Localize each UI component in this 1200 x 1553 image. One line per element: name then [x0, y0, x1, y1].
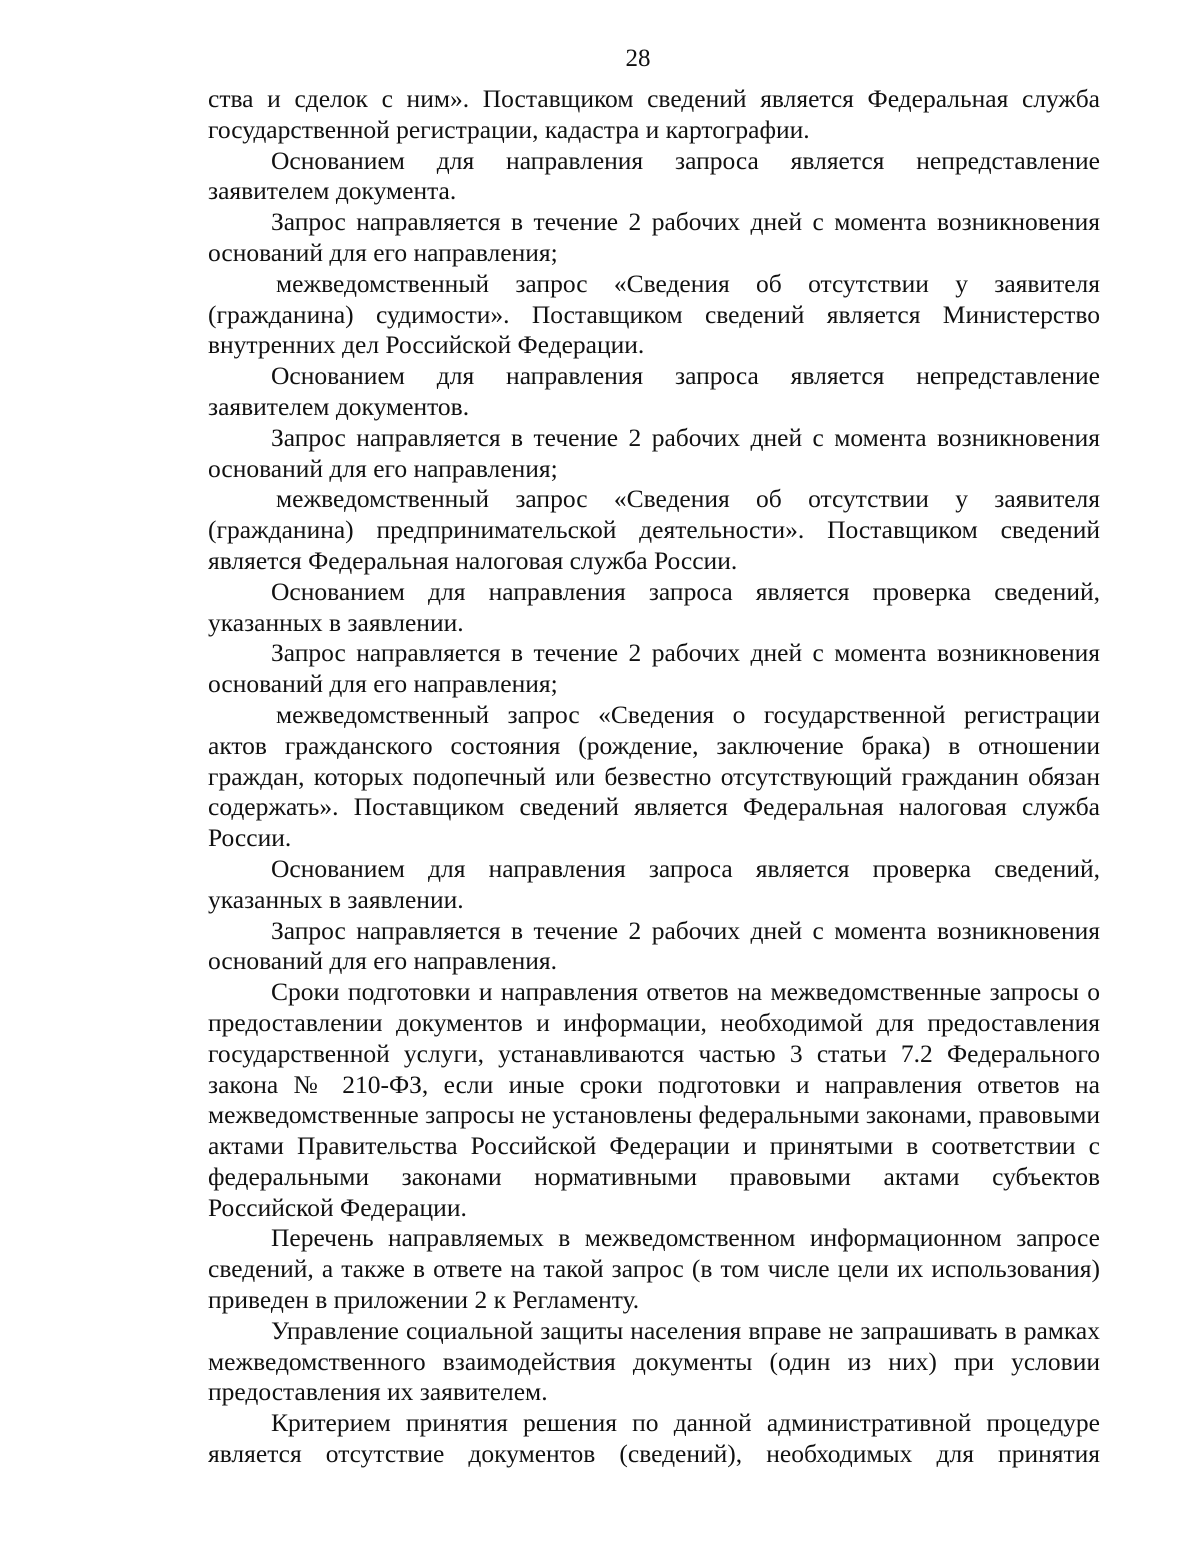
paragraph: Запрос направляется в течение 2 рабочих дней с момента возникновения оснований для его направления; [208, 422, 1100, 483]
paragraph: Управление социальной защиты населения вправе не запрашивать в рамках межведомственного взаимодействия документы (один из них) при условии предоставления их заявителем. [208, 1315, 1100, 1407]
paragraph: Критерием принятия решения по данной административной процедуре является отсутствие документов (сведений), необходимых для принятия [208, 1408, 1100, 1469]
paragraph: Запрос направляется в течение 2 рабочих дней с момента возникновения оснований для его направления; [208, 638, 1100, 699]
paragraph: межведомственный запрос «Сведения об отсутствии у заявителя (гражданина) предпринимательской деятельности». Поставщиком сведений является Федеральная налоговая служба России. [208, 484, 1100, 575]
paragraph: Сроки подготовки и направления ответов на межведомственные запросы о предоставлении документов и информации, необходимой для предоставления государственной услуги, устанавливаются частью 3 статьи 7.2 Федерального закона № 210-ФЗ, если иные сроки подготовки и направления ответов на межведомственные запросы не установлены федеральными законами, правовыми актами Правительства Российской Федерации и принятыми в соответствии с федеральными законами нормативными правовыми актами субъектов Российской Федерации. [208, 977, 1100, 1222]
paragraph: межведомственный запрос «Сведения о государственной регистрации актов гражданского состояния (рождение, заключение брака) в отношении граждан, которых подопечный или безвестно отсутствующий гражданин обязан содержать». Поставщиком сведений является Федеральная налоговая служба России. [208, 699, 1100, 853]
page-number: 28 [625, 45, 651, 72]
paragraph: Запрос направляется в течение 2 рабочих дней с момента возникновения оснований для его направления. [208, 915, 1100, 976]
paragraph: Основанием для направления запроса является непредставление заявителем документов. [208, 361, 1100, 421]
paragraph: Запрос направляется в течение 2 рабочих дней с момента возникновения оснований для его направления; [208, 207, 1100, 267]
paragraph: Основанием для направления запроса является проверка сведений, указанных в заявлении. [208, 576, 1100, 637]
paragraph: межведомственный запрос «Сведения об отсутствии у заявителя (гражданина) судимости». Поставщиком сведений является Министерство внутренних дел Российской Федерации. [208, 268, 1100, 360]
paragraph: Перечень направляемых в межведомственном информационном запросе сведений, а также в ответе на такой запрос (в том числе цели их использования) приведен в приложении 2 к Регламенту. [208, 1223, 1100, 1315]
paragraph: Основанием для направления запроса является непредставление заявителем документа. [208, 145, 1100, 206]
document-body [208, 84, 1100, 1470]
paragraph: Основанием для направления запроса является проверка сведений, указанных в заявлении. [208, 853, 1100, 914]
paragraph: ства и сделок с ним». Поставщиком сведений является Федеральная служба государственной регистрации, кадастра и картографии. [208, 84, 1100, 144]
